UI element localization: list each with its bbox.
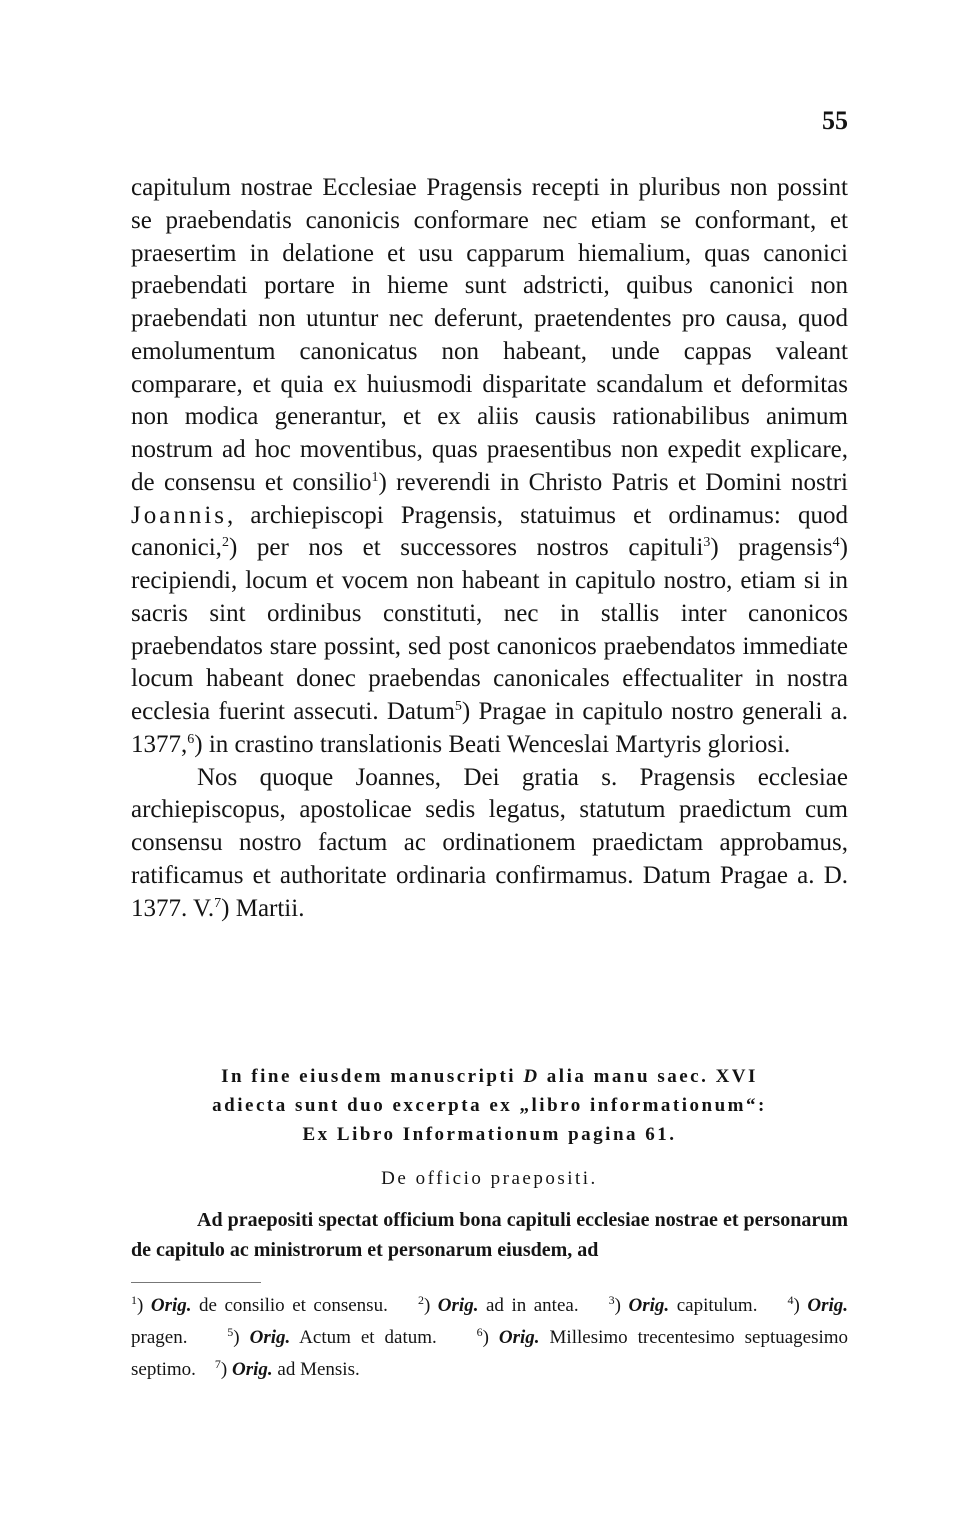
footnote-text: Millesimo trecentesimo septuagesimo septimo. xyxy=(131,1327,849,1380)
text-run: ) per nos et successores nostros capituli xyxy=(228,534,704,562)
footnote-orig: Orig. xyxy=(807,1295,849,1316)
section-text: Ad praepositi spectat officium bona capituli ecclesiae nostrae et personarum de capitulo ac ministrorum et personarum eiusdem, ad xyxy=(131,1209,848,1261)
section-heading: De officio praepositi. xyxy=(381,1168,598,1189)
paragraph-confirmation xyxy=(131,762,848,926)
appendix-note-line xyxy=(131,1062,848,1091)
text-run: ) reverendi in Christo Patris et Domini nostri xyxy=(378,468,848,496)
footnote-text: Actum et datum. xyxy=(299,1327,437,1348)
appendix-note-line: adiecta sunt duo excerpta ex „libro informationum“: xyxy=(212,1095,767,1116)
footnote-ref: 2 xyxy=(221,535,229,551)
footnote-ref: 4 xyxy=(832,535,840,551)
footnote: $^6$) Orig. Millesimo trecentesimo septuagesimo septimo. xyxy=(131,1325,849,1380)
text-run: ) Martii. xyxy=(221,894,305,922)
footnote-ref: 3 xyxy=(703,535,711,551)
footnote-text: de consilio et consensu. xyxy=(199,1295,388,1316)
text-run: , archiepiscopi Pragensis, statuimus et ordinamus: quod canonici, xyxy=(131,501,848,562)
footnotes xyxy=(131,1290,848,1386)
footnote-ref: 5 xyxy=(454,699,462,714)
appendix-note xyxy=(131,1062,848,1149)
paragraph-statute xyxy=(131,172,848,762)
text-run: ) in crastino translationis Beati Wenceslai Martyris gloriosi. xyxy=(194,730,791,758)
footnote-number: 3 xyxy=(608,1293,615,1307)
footnote: $^2$) Orig. ad in antea. xyxy=(417,1293,579,1316)
footnote-orig: Orig. xyxy=(150,1295,192,1316)
footnote-orig: Orig. xyxy=(628,1295,670,1316)
footnote-number: 1 xyxy=(131,1293,137,1307)
manuscript-letter: D xyxy=(523,1066,540,1087)
footnote: $^1$) Orig. de consilio et consensu. xyxy=(131,1293,388,1316)
appendix-note-line: Ex Libro Informationum pagina 61. xyxy=(302,1124,677,1145)
footnote-orig: Orig. xyxy=(232,1359,273,1380)
footnote-text: pragen. xyxy=(131,1327,188,1348)
text-run: capitulum nostrae Ecclesiae Pragensis recepti in pluribus non possint se praebendatis canonicis conformare nec etiam se conformant, et praesertim in delatione et usu capparum hiemalium, quas canonici praebendati portare in hieme sunt adstricti, quibus canonici non praebendati non utuntur nec deferunt, praetendentes pro causa, quod emolumentum canonicatus non habeant, unde cappas valeant comparare, et quia ex huiusmodi disparitate scandalum et deformitas non modica generantur, et ex aliis causis rationabilibus animum nostrum ad hoc moventibus, quas praesentibus non expedit explicare, de consensu et consilio xyxy=(131,174,848,496)
footnote: $^7$) Orig. ad Mensis. xyxy=(214,1357,360,1380)
footnote: $^4$) Orig. pragen. xyxy=(131,1293,849,1348)
footnote-orig: Orig. xyxy=(498,1327,540,1348)
footnote-ref: 1 xyxy=(371,469,379,485)
footnote-number: 5 xyxy=(227,1325,234,1339)
footnote-number: 7 xyxy=(214,1357,221,1371)
footnote: $^3$) Orig. capitulum. xyxy=(608,1293,758,1316)
page-number: 55 xyxy=(822,106,848,135)
footnote-number: 4 xyxy=(787,1293,794,1307)
footnote-number: 6 xyxy=(476,1325,483,1339)
footnote-orig: Orig. xyxy=(249,1327,291,1348)
text-run: ) Pragae in capitulo nostro generali a. 1377, xyxy=(131,698,848,758)
footnote-text: ad Mensis. xyxy=(277,1359,360,1380)
footnote-orig: Orig. xyxy=(437,1295,479,1316)
text-run: In fine eiusdem manuscripti xyxy=(221,1066,517,1087)
text-run: ) pragensis xyxy=(710,534,833,562)
footnote-ref: 6 xyxy=(187,731,195,747)
footnote-text: capitulum. xyxy=(676,1295,758,1316)
text-run: alia manu saec. XVI xyxy=(546,1066,758,1087)
main-text xyxy=(131,172,848,925)
footnote-ref: 7 xyxy=(214,895,222,911)
footnote-divider xyxy=(131,1282,261,1283)
name-joannis: Joannis xyxy=(131,501,227,529)
text-run: ) recipiendi, locum et vocem non habeant in capitulo nostro, etiam si in sacris sint ordinibus constituti, nec in stallis inter canonicos praebendatos stare possint, sed post canonicos praebendatos immediate locum habeant donec praebendas canonicales effectualiter in nostra ecclesia fuerint assecuti. Datum xyxy=(131,534,848,725)
footnote-number: 2 xyxy=(417,1293,424,1307)
footnote: $^5$) Orig. Actum et datum. xyxy=(227,1325,437,1348)
footnote-text: ad in antea. xyxy=(485,1295,579,1316)
text-run: Nos quoque Joannes, Dei gratia s. Pragensis ecclesiae archiepiscopus, apostolicae sedis legatus, statutum praedictum cum consensu nostro factum ac ordinationem praedictam approbamus, ratificamus et authoritate ordinaria confirmamus. Datum Pragae a. D. 1377. V. xyxy=(131,763,848,922)
